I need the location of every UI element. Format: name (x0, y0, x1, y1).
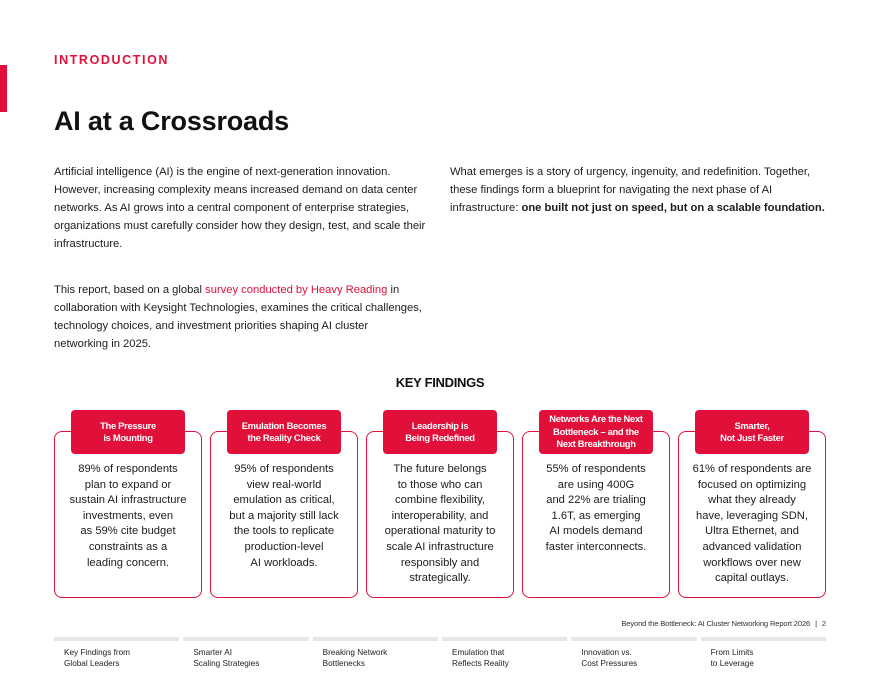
finding-card-text: 95% of respondents view real-world emulation as critical, but a majority still lack the tools to replicate production-level AI workloads. (229, 463, 339, 569)
finding-card (678, 410, 826, 600)
page-title: AI at a Crossroads (54, 106, 289, 136)
finding-card-text: 55% of respondents are using 400G and 22% are trialing 1.6T, as emerging AI models demand faster interconnects. (545, 463, 647, 553)
key-findings-cards (54, 410, 826, 600)
finding-card-title: Leadership is Being Redefined (383, 410, 497, 454)
finding-card-text: The future belongs to those who can combine flexibility, interoperability, and operational maturity to scale AI infrastructure responsibly and strategically. (384, 463, 496, 585)
nav-tab-emulation[interactable]: Emulation that Reflects Reality (442, 637, 567, 677)
finding-card-title: The Pressure is Mounting (71, 410, 185, 454)
nav-tab-network-bottlenecks[interactable]: Breaking Network Bottlenecks (313, 637, 438, 677)
report-paragraph (54, 281, 424, 353)
finding-card-text: 89% of respondents plan to expand or sustain AI infrastructure investments, even as 59% cite budget constraints as a leading concern. (69, 463, 187, 569)
section-label: INTRODUCTION (54, 53, 170, 67)
nav-tab-leverage[interactable]: From Limits to Leverage (701, 637, 826, 677)
nav-tab-scaling-strategies[interactable]: Smarter AI Scaling Strategies (183, 637, 308, 677)
section-nav (54, 637, 826, 677)
footer-separator: | (815, 619, 817, 628)
finding-card-title: Emulation Becomes the Reality Check (227, 410, 341, 454)
finding-card (522, 410, 670, 600)
finding-card (210, 410, 358, 600)
finding-card (366, 410, 514, 600)
finding-card-title: Smarter, Not Just Faster (695, 410, 809, 454)
key-findings-heading: KEY FINDINGS (395, 375, 485, 390)
finding-card-title: Networks Are the Next Bottleneck – and the Next Breakthrough (539, 410, 653, 454)
page-number: 2 (821, 619, 826, 628)
summary-emphasis: one built not just on speed, but on a scalable foundation. (521, 202, 825, 214)
nav-tab-key-findings[interactable]: Key Findings from Global Leaders (54, 637, 179, 677)
finding-card-text: 61% of respondents are focused on optimizing what they already have, leveraging SDN, Ultra Ethernet, and advanced validation workflows over new capital outlays. (692, 463, 812, 585)
survey-link[interactable]: survey conducted by Heavy Reading (205, 284, 388, 296)
report-text-start: This report, based on a global (54, 284, 206, 296)
report-text-end: in collaboration with Keysight Technologies, examines the critical challenges, technology choices, and investment priorities shaping AI cluster networking in 2025. (54, 284, 422, 350)
nav-tab-innovation[interactable]: Innovation vs. Cost Pressures (571, 637, 696, 677)
section-accent-bar (0, 65, 7, 112)
footer-caption (621, 619, 826, 628)
summary-text: What emerges is a story of urgency, ingenuity, and redefinition. Together, these findings form a blueprint for navigating the next phase of AI infrastructure: (450, 166, 811, 214)
finding-card (54, 410, 202, 600)
report-title: Beyond the Bottleneck: AI Cluster Networking Report 2026 (621, 619, 811, 628)
intro-paragraph: Artificial intelligence (AI) is the engine of next-generation innovation. However, increasing complexity means increased demand on data center networks. As AI grows into a central component of enterprise strategies, organizations must carefully consider how they design, test, and scale their infrastructure. (54, 166, 426, 250)
summary-paragraph (450, 163, 835, 217)
